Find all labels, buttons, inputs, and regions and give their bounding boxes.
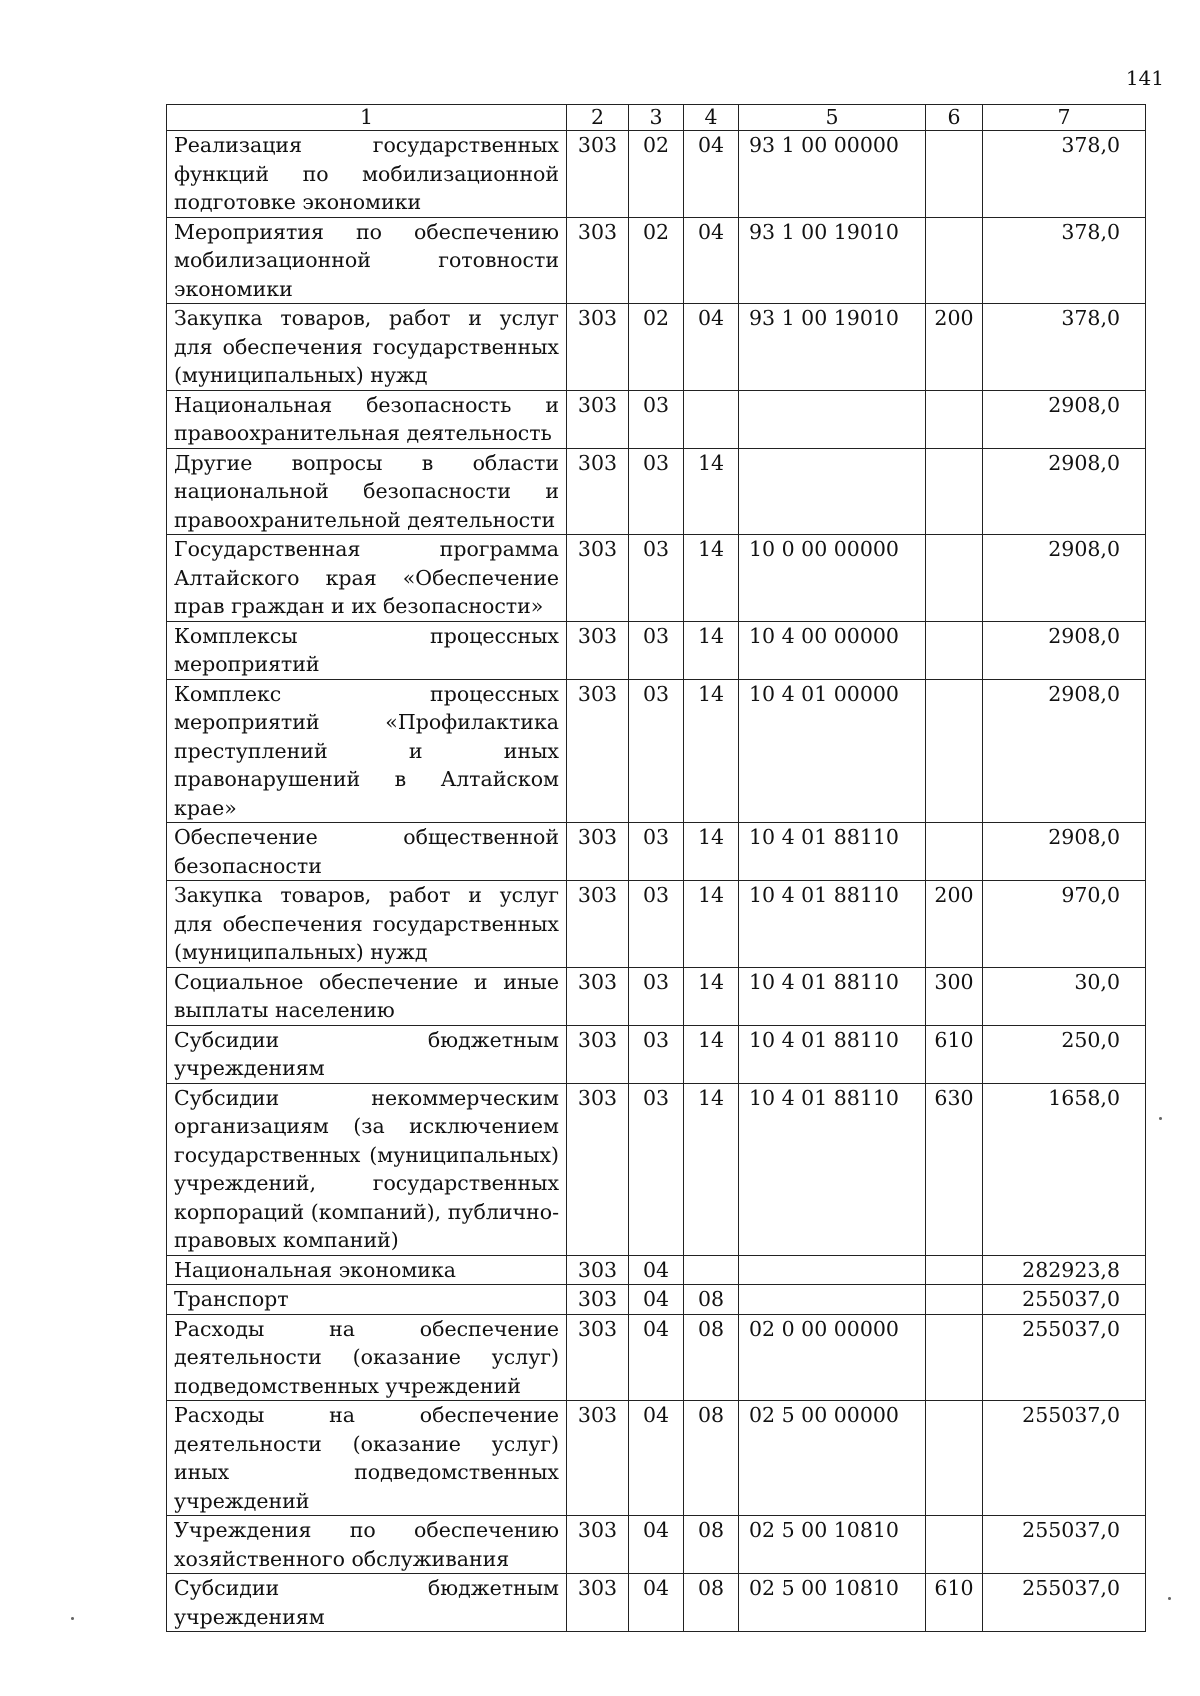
section-code: 04	[629, 1401, 684, 1516]
target-article-code: 93 1 00 00000	[739, 131, 926, 218]
item-name: Транспорт	[167, 1285, 567, 1315]
section-code: 03	[629, 881, 684, 968]
table-row	[167, 390, 1146, 448]
section-code: 02	[629, 131, 684, 218]
item-name: Другие вопросы в области национальной безопасности и правоохранительной деятельности	[167, 448, 567, 535]
expense-type-code: 610	[926, 1574, 983, 1632]
subsection-code: 14	[684, 1083, 739, 1255]
subsection-code: 08	[684, 1516, 739, 1574]
target-article-code: 93 1 00 19010	[739, 304, 926, 391]
ved-code: 303	[567, 1025, 629, 1083]
subsection-code: 08	[684, 1401, 739, 1516]
item-name: Закупка товаров, работ и услуг для обеспечения государственных (муниципальных) нужд	[167, 881, 567, 968]
ved-code: 303	[567, 535, 629, 622]
subsection-code: 08	[684, 1314, 739, 1401]
expense-type-code	[926, 1401, 983, 1516]
expense-type-code	[926, 131, 983, 218]
target-article-code: 10 4 01 88110	[739, 1025, 926, 1083]
expense-type-code: 300	[926, 967, 983, 1025]
expense-type-code	[926, 823, 983, 881]
subsection-code: 14	[684, 1025, 739, 1083]
ved-code: 303	[567, 1285, 629, 1315]
section-code: 04	[629, 1574, 684, 1632]
table-row	[167, 1574, 1146, 1632]
item-name: Социальное обеспечение и иные выплаты населению	[167, 967, 567, 1025]
ved-code: 303	[567, 304, 629, 391]
section-code: 04	[629, 1285, 684, 1315]
target-article-code	[739, 390, 926, 448]
expense-type-code	[926, 679, 983, 823]
subsection-code	[684, 390, 739, 448]
table-header-row	[167, 105, 1146, 131]
table-row	[167, 304, 1146, 391]
column-header: 3	[629, 105, 684, 131]
expense-type-code	[926, 621, 983, 679]
ved-code: 303	[567, 881, 629, 968]
target-article-code: 10 0 00 00000	[739, 535, 926, 622]
item-name: Национальная безопасность и правоохранительная деятельность	[167, 390, 567, 448]
expense-type-code	[926, 1516, 983, 1574]
item-name: Комплексы процессных мероприятий	[167, 621, 567, 679]
ved-code: 303	[567, 217, 629, 304]
amount: 255037,0	[983, 1574, 1146, 1632]
amount: 282923,8	[983, 1255, 1146, 1285]
item-name: Комплекс процессных мероприятий «Профилактика преступлений и иных правонарушений в Алтайском крае»	[167, 679, 567, 823]
table-row	[167, 1025, 1146, 1083]
expense-type-code: 200	[926, 304, 983, 391]
subsection-code: 08	[684, 1285, 739, 1315]
item-name: Национальная экономика	[167, 1255, 567, 1285]
table-row	[167, 217, 1146, 304]
section-code: 03	[629, 823, 684, 881]
target-article-code	[739, 448, 926, 535]
section-code: 03	[629, 390, 684, 448]
amount: 255037,0	[983, 1516, 1146, 1574]
ved-code: 303	[567, 1083, 629, 1255]
target-article-code: 10 4 00 00000	[739, 621, 926, 679]
target-article-code: 10 4 01 88110	[739, 823, 926, 881]
section-code: 02	[629, 217, 684, 304]
table-row	[167, 967, 1146, 1025]
target-article-code	[739, 1285, 926, 1315]
expense-type-code	[926, 1314, 983, 1401]
ved-code: 303	[567, 967, 629, 1025]
section-code: 03	[629, 679, 684, 823]
section-code: 03	[629, 1083, 684, 1255]
table-row	[167, 535, 1146, 622]
subsection-code: 04	[684, 304, 739, 391]
expense-type-code	[926, 448, 983, 535]
section-code: 03	[629, 967, 684, 1025]
amount: 2908,0	[983, 679, 1146, 823]
table-row	[167, 1285, 1146, 1315]
ved-code: 303	[567, 448, 629, 535]
table-row	[167, 1255, 1146, 1285]
section-code: 04	[629, 1516, 684, 1574]
subsection-code: 08	[684, 1574, 739, 1632]
expense-type-code	[926, 217, 983, 304]
amount: 2908,0	[983, 390, 1146, 448]
table-row	[167, 448, 1146, 535]
page-number: 141	[1125, 66, 1164, 90]
item-name: Реализация государственных функций по мобилизационной подготовке экономики	[167, 131, 567, 218]
subsection-code: 14	[684, 448, 739, 535]
amount: 378,0	[983, 217, 1146, 304]
ved-code: 303	[567, 390, 629, 448]
target-article-code: 10 4 01 88110	[739, 881, 926, 968]
budget-table	[166, 104, 1146, 1632]
section-code: 03	[629, 621, 684, 679]
target-article-code: 02 5 00 10810	[739, 1574, 926, 1632]
item-name: Закупка товаров, работ и услуг для обеспечения государственных (муниципальных) нужд	[167, 304, 567, 391]
expense-type-code	[926, 1255, 983, 1285]
item-name: Государственная программа Алтайского края «Обеспечение прав граждан и их безопасности»	[167, 535, 567, 622]
column-header: 6	[926, 105, 983, 131]
subsection-code: 14	[684, 881, 739, 968]
target-article-code: 02 0 00 00000	[739, 1314, 926, 1401]
expense-type-code: 610	[926, 1025, 983, 1083]
subsection-code: 14	[684, 679, 739, 823]
amount: 30,0	[983, 967, 1146, 1025]
target-article-code: 10 4 01 88110	[739, 967, 926, 1025]
subsection-code: 04	[684, 217, 739, 304]
expense-type-code	[926, 390, 983, 448]
item-name: Учреждения по обеспечению хозяйственного обслуживания	[167, 1516, 567, 1574]
table-row	[167, 1401, 1146, 1516]
ved-code: 303	[567, 1255, 629, 1285]
table-row	[167, 621, 1146, 679]
table-row	[167, 679, 1146, 823]
target-article-code: 93 1 00 19010	[739, 217, 926, 304]
item-name: Субсидии бюджетным учреждениям	[167, 1025, 567, 1083]
ved-code: 303	[567, 1401, 629, 1516]
item-name: Обеспечение общественной безопасности	[167, 823, 567, 881]
column-header: 1	[167, 105, 567, 131]
ved-code: 303	[567, 679, 629, 823]
amount: 250,0	[983, 1025, 1146, 1083]
amount: 255037,0	[983, 1314, 1146, 1401]
amount: 2908,0	[983, 535, 1146, 622]
subsection-code: 04	[684, 131, 739, 218]
ved-code: 303	[567, 621, 629, 679]
table-row	[167, 1516, 1146, 1574]
table-row	[167, 881, 1146, 968]
subsection-code: 14	[684, 823, 739, 881]
table-row	[167, 823, 1146, 881]
column-header: 5	[739, 105, 926, 131]
amount: 2908,0	[983, 448, 1146, 535]
expense-type-code	[926, 535, 983, 622]
section-code: 04	[629, 1255, 684, 1285]
ved-code: 303	[567, 1574, 629, 1632]
item-name: Мероприятия по обеспечению мобилизационной готовности экономики	[167, 217, 567, 304]
ved-code: 303	[567, 1516, 629, 1574]
item-name: Субсидии некоммерческим организациям (за исключением государственных (муниципальных) учреждений, государственных корпораций (компаний), публично-правовых компаний)	[167, 1083, 567, 1255]
amount: 378,0	[983, 131, 1146, 218]
amount: 2908,0	[983, 823, 1146, 881]
column-header: 2	[567, 105, 629, 131]
section-code: 03	[629, 535, 684, 622]
ved-code: 303	[567, 131, 629, 218]
table-row	[167, 1083, 1146, 1255]
target-article-code: 02 5 00 00000	[739, 1401, 926, 1516]
subsection-code	[684, 1255, 739, 1285]
amount: 970,0	[983, 881, 1146, 968]
target-article-code: 10 4 01 88110	[739, 1083, 926, 1255]
amount: 2908,0	[983, 621, 1146, 679]
expense-type-code: 200	[926, 881, 983, 968]
scan-speck	[1159, 1117, 1162, 1120]
column-header: 4	[684, 105, 739, 131]
column-header: 7	[983, 105, 1146, 131]
amount: 378,0	[983, 304, 1146, 391]
item-name: Расходы на обеспечение деятельности (оказание услуг) иных подведомственных учреждений	[167, 1401, 567, 1516]
ved-code: 303	[567, 823, 629, 881]
ved-code: 303	[567, 1314, 629, 1401]
target-article-code: 02 5 00 10810	[739, 1516, 926, 1574]
subsection-code: 14	[684, 535, 739, 622]
subsection-code: 14	[684, 967, 739, 1025]
amount: 255037,0	[983, 1401, 1146, 1516]
target-article-code: 10 4 01 00000	[739, 679, 926, 823]
item-name: Субсидии бюджетным учреждениям	[167, 1574, 567, 1632]
scan-speck	[71, 1617, 74, 1620]
expense-type-code: 630	[926, 1083, 983, 1255]
table-row	[167, 131, 1146, 218]
scan-speck	[1168, 1597, 1171, 1600]
amount: 1658,0	[983, 1083, 1146, 1255]
section-code: 03	[629, 1025, 684, 1083]
section-code: 02	[629, 304, 684, 391]
amount: 255037,0	[983, 1285, 1146, 1315]
section-code: 03	[629, 448, 684, 535]
table-row	[167, 1314, 1146, 1401]
item-name: Расходы на обеспечение деятельности (оказание услуг) подведомственных учреждений	[167, 1314, 567, 1401]
expense-type-code	[926, 1285, 983, 1315]
table-body	[167, 131, 1146, 1632]
section-code: 04	[629, 1314, 684, 1401]
subsection-code: 14	[684, 621, 739, 679]
target-article-code	[739, 1255, 926, 1285]
